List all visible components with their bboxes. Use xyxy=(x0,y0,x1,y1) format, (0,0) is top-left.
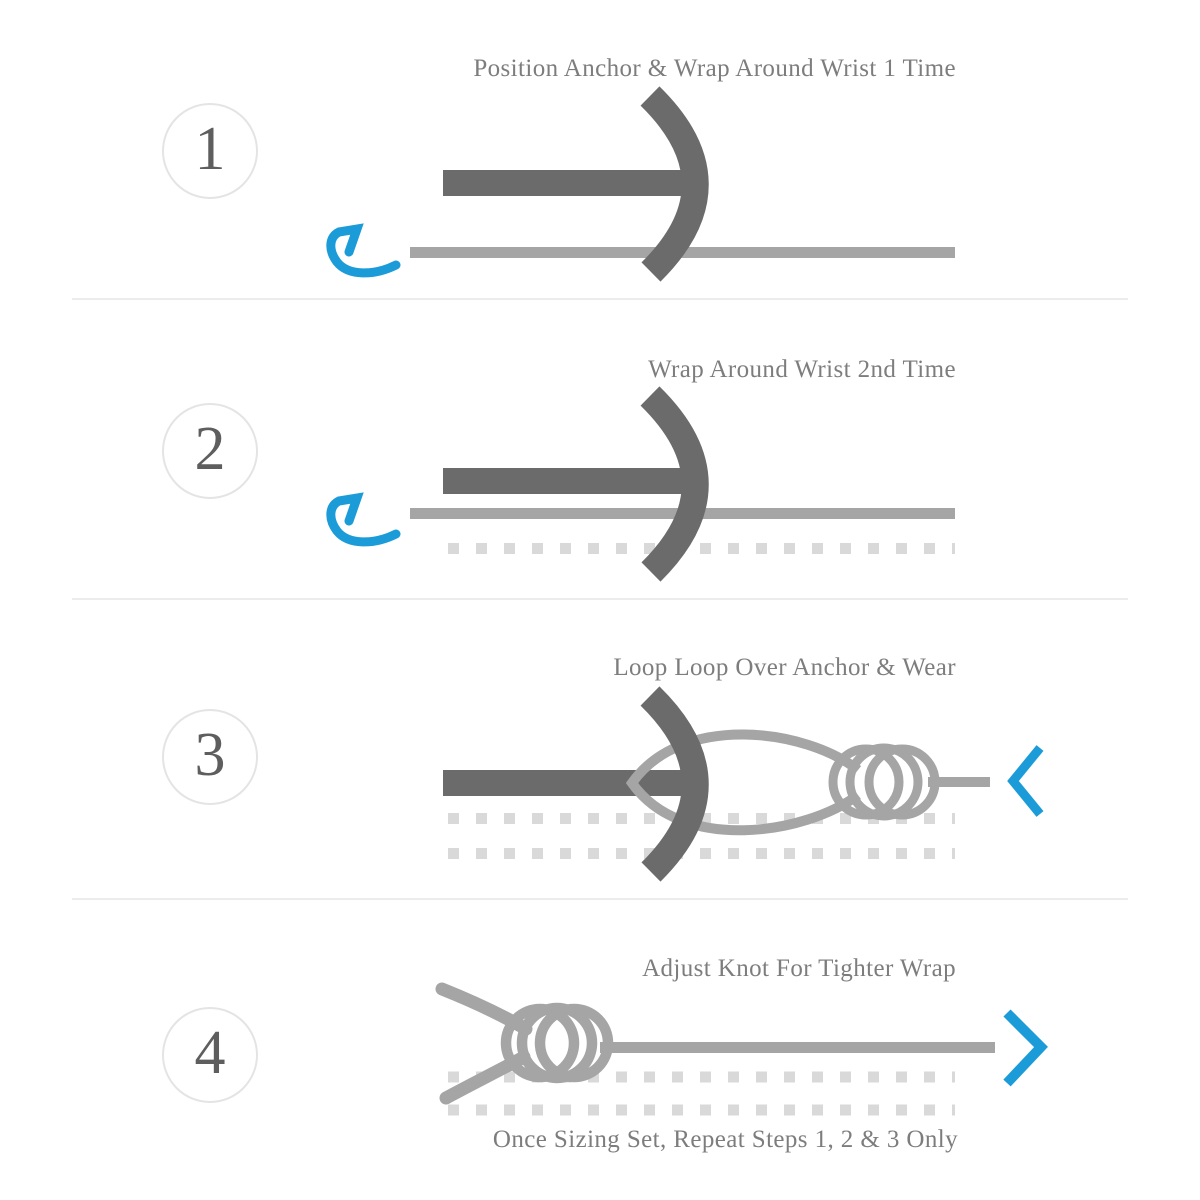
step-3-title: Loop Loop Over Anchor & Wear xyxy=(613,654,956,681)
lead-line xyxy=(600,1042,995,1053)
wrap-direction-arrow-icon xyxy=(331,229,396,273)
chevron-left-icon xyxy=(1013,748,1040,814)
sliding-knot-coil xyxy=(833,748,935,816)
sizing-footnote: Once Sizing Set, Repeat Steps 1, 2 & 3 Only xyxy=(492,1126,958,1153)
chevron-right-icon xyxy=(1007,1013,1041,1083)
step-1-number: 1 xyxy=(194,115,226,183)
anchor-bar xyxy=(443,170,683,196)
step-2-title: Wrap Around Wrist 2nd Time xyxy=(648,356,956,383)
step-4-title: Adjust Knot For Tighter Wrap xyxy=(642,955,956,982)
step-2-number: 2 xyxy=(194,415,226,483)
step-2-graphic xyxy=(0,300,1200,600)
step-1-title: Position Anchor & Wrap Around Wrist 1 Time xyxy=(473,55,956,82)
step-3-number: 3 xyxy=(194,721,226,789)
anchor-bar xyxy=(443,468,683,494)
step-4-graphic xyxy=(0,900,1200,1200)
sliding-knot-coil xyxy=(506,1008,608,1078)
step-1-graphic xyxy=(0,0,1200,300)
step-3-graphic xyxy=(0,600,1200,900)
anchor-bar xyxy=(443,770,683,796)
step-4-number: 4 xyxy=(194,1019,226,1087)
wrap-direction-arrow-icon xyxy=(331,498,396,542)
